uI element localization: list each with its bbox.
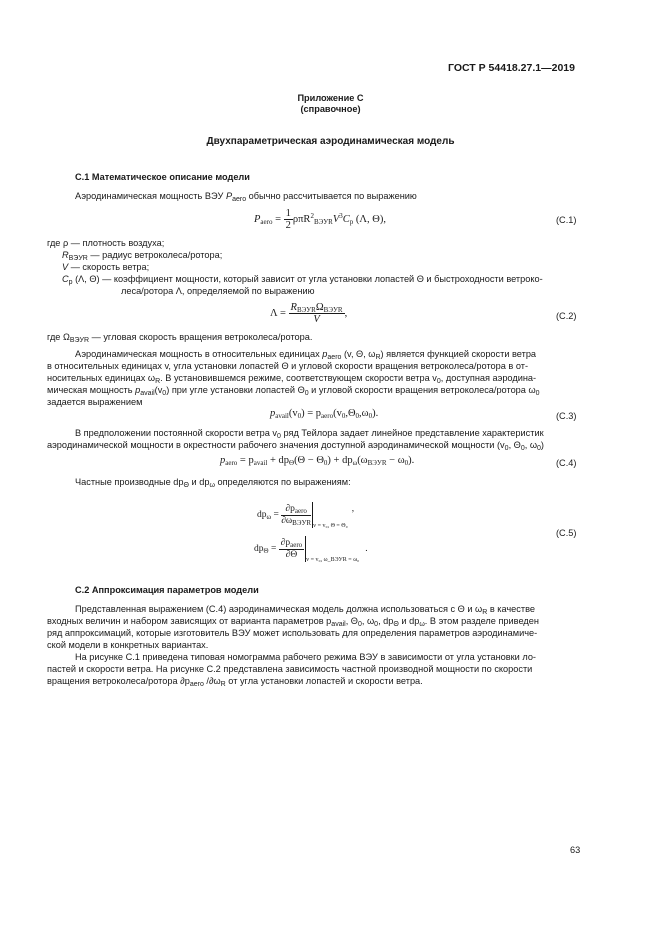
relative-power-line-3: носительных единицах $\omega_R$. В установившемся режиме, соответствующем скорости ветра $v_0$, доступная аэродина- [47,373,537,385]
equation-c3: $p_{avail}(v_0) = p_{aero}(v_0,\Theta_0,\omega_0)$. [270,408,379,420]
section-2-para-1-line-3: ряд аппроксимаций, которые изготовитель ВЭУ может использовать для определения параметров аэродинамиче- [47,628,538,638]
section-2-para-1-line-1: Представленная выражением (С.4) аэродинамическая модель должна использоваться с Θ и $\omega_R$ в качестве [75,604,535,616]
where-omega: где $\Omega_{ВЭУR}$ — угловая скорость вращения ветроколеса/ротора. [47,332,313,344]
equation-number-c5: (С.5) [556,528,577,538]
equation-number-c1: (С.1) [556,215,577,225]
equation-c5-omega: $dp_\omega$ = $\frac{\partial p_{aero}}{\partial\omega_{ВЭУR}}$ $_{v = v_0, \Theta = \Theta_0}$, [257,503,355,530]
document-id: ГОСТ Р 54418.27.1—2019 [448,62,575,74]
relative-power-line-5: задается выражением [47,397,143,407]
equation-c4: $p_{aero} = p_{avail} + dp_\Theta(\Theta - \Theta_0) + dp_\omega(\omega_{ВЭУR} - \omega_0)$. [220,455,415,467]
equation-number-c2: (С.2) [556,311,577,321]
where-velocity: V — скорость ветра; [62,262,150,272]
where-radius: $R_{ВЭУR}$ — радиус ветроколеса/ротора; [62,250,223,262]
section-2-para-2-line-2: пастей и скорости ветра. На рисунке С.2 представлена зависимость частной производной мощности по скорости [47,664,533,674]
appendix-title: Приложение С [297,93,364,103]
section-2-para-2-line-3: вращения ветроколеса/ротора $\partial p_{aero}$ $/\partial\omega_R$ от угла установки лопастей и скорости ветра. [47,676,423,688]
taylor-line-1: В предположении постоянной скорости ветра $v_0$ ряд Тейлора задает линейное представление характеристик [75,428,544,440]
appendix-subtitle: (справочное) [300,104,361,114]
where-rho: где ρ — плотность воздуха; [47,238,165,248]
relative-power-line-4: мическая мощность $p_{avail}(v_0)$ при угле установки лопастей $\Theta_0$ и угловой скорости вращения ветроколеса/ротора $\omega_0$ [47,385,540,397]
relative-power-line-1: Аэродинамическая мощность в относительных единицах $p_{aero}$ (v, Θ, $\omega_R$) является функцией скорости ветра [75,349,537,361]
section-1-intro: Аэродинамическая мощность ВЭУ $P_{aero}$ обычно рассчитывается по выражению [75,191,417,203]
relative-power-line-2: в относительных единицах v, угла установки лопастей Θ и угловой скорости вращения ветроколеса/ротора в от- [47,361,529,371]
equation-number-c3: (С.3) [556,411,577,421]
section-2-para-1-line-2: входных величин и набором зависящих от варианта параметров $p_{avail}$, $\Theta_0$, $\omega_0$, $dp_\Theta$ и $dp_\omega$. В этом разделе приведен [47,616,539,628]
section-2-para-2-line-1: На рисунке С.1 приведена типовая номограмма рабочего режима ВЭУ в зависимости от угла установки ло- [75,652,536,662]
page-number: 63 [570,845,581,855]
equation-number-c4: (С.4) [556,458,577,468]
equation-c1: $P_{aero}$ = $\frac{1}{2}$ $\rho\pi R^2_{ВЭУR}V^3C_p$ (Λ, Θ), [254,208,386,231]
section-1-heading: С.1 Математическое описание модели [75,172,250,182]
equation-c2: Λ = $\frac{R_{ВЭУR}\Omega_{ВЭУR}}{V}$ , [270,302,348,325]
section-2-para-1-line-4: ской модели в конкретных вариантах. [47,640,209,650]
taylor-line-2: аэродинамической мощности в окрестности рабочего значения доступной аэродинамической мощности ($v_0$, $\Theta_0$, $\omega_0$) [47,440,544,452]
appendix-heading: Двухпараметрическая аэродинамическая модель [206,136,455,147]
equation-c5-theta: $dp_\Theta$ = $\frac{\partial p_{aero}}{\partial\Theta}$ $_{v = v_0, \omega\_ВЭУR = \omega_0}$. [254,537,368,564]
where-power-coefficient-cont: леса/ротора Λ, определяемой по выражению [121,286,315,296]
partial-derivatives-intro: Частные производные $dp_\Theta$ и $dp_\omega$ определяются по выражениям: [75,477,351,489]
section-2-heading: С.2 Аппроксимация параметров модели [75,585,259,595]
where-power-coefficient: $C_p$ (Λ, Θ) — коэффициент мощности, который зависит от угла установки лопастей Θ и быстроходности ветроко- [62,274,543,286]
